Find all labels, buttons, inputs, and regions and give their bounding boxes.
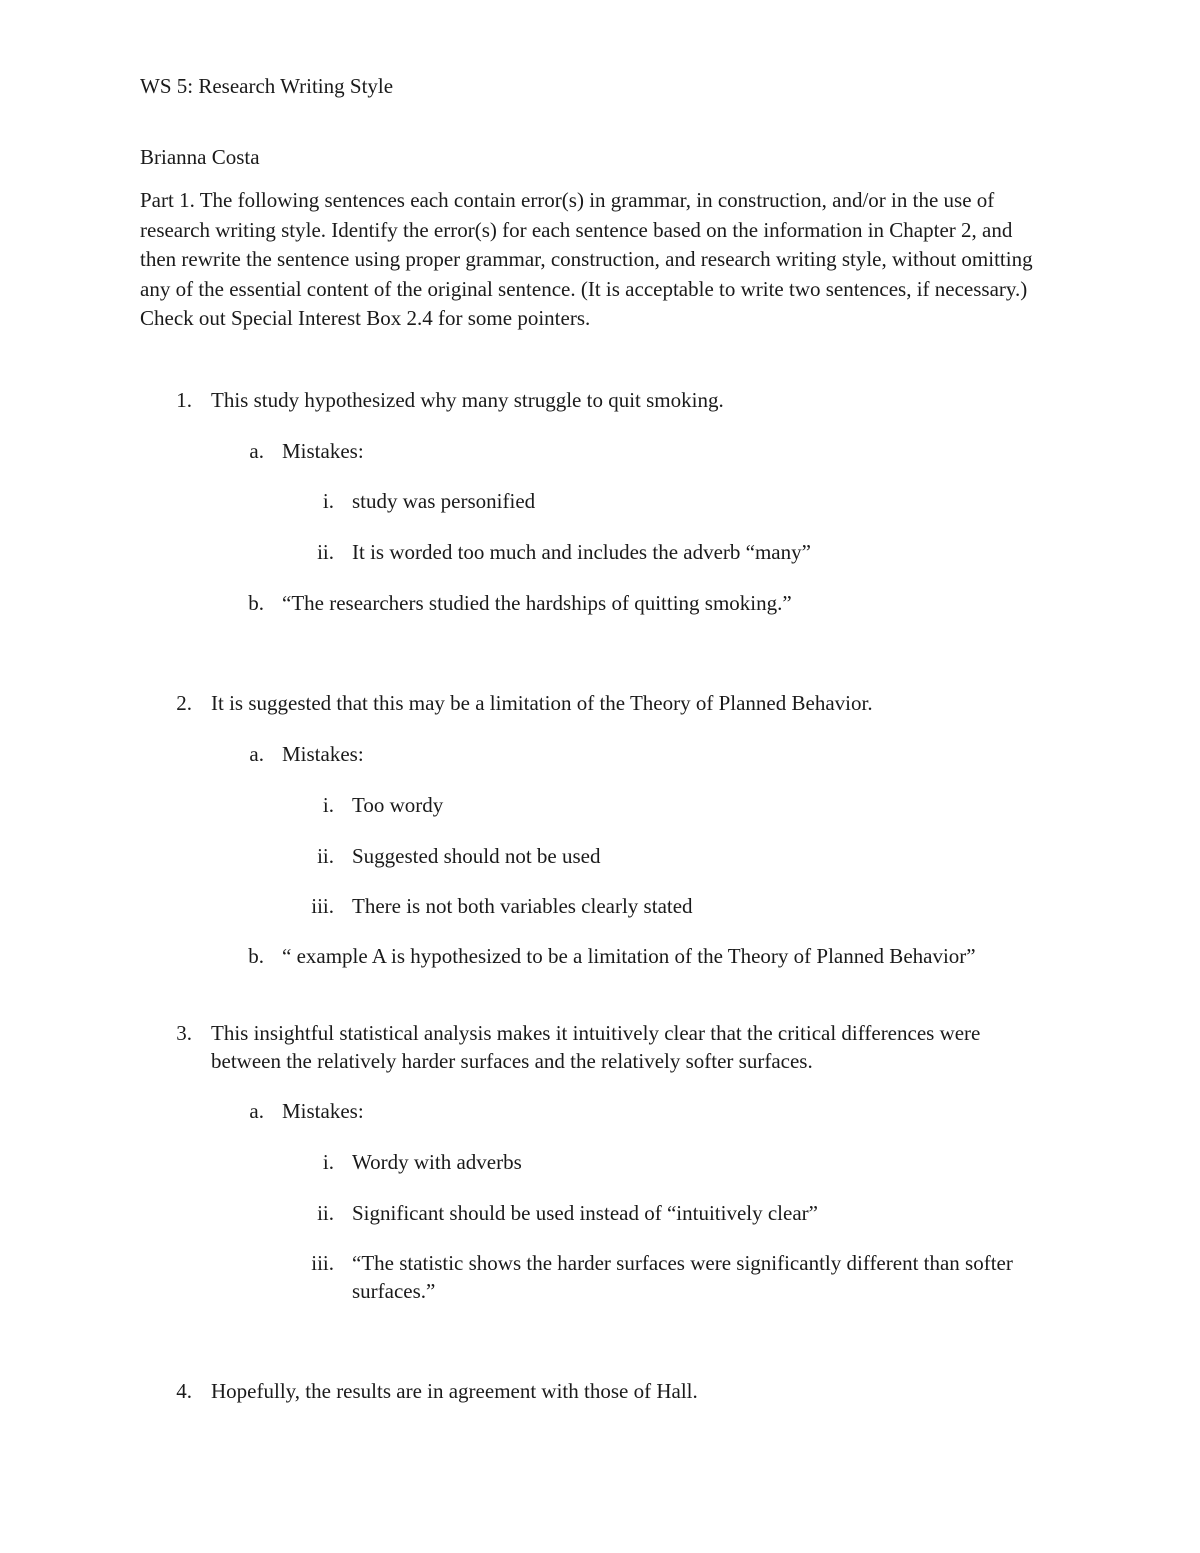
item-number: 1. [176,388,192,412]
rewrite-marker: b. [248,944,264,968]
mistake-text: “The statistic shows the harder surfaces were significantly different than softer surfaces.” [352,1251,1013,1303]
item-sentence: This study hypothesized why many struggle to quit smoking. [211,388,724,412]
rewrite-text: “ example A is hypothesized to be a limitation of the Theory of Planned Behavior” [282,944,976,968]
mistake-text: Suggested should not be used [352,844,601,868]
item-number: 3. [176,1021,192,1045]
mistakes-marker: a. [249,1099,264,1123]
item-number: 4. [176,1379,192,1403]
mistake-text: Wordy with adverbs [352,1150,522,1174]
mistake-text: Significant should be used instead of “intuitively clear” [352,1201,818,1225]
mistake-marker: iii. [311,1251,334,1275]
mistakes-label: Mistakes: [282,1099,364,1123]
author-name: Brianna Costa [140,145,260,169]
mistake-marker: i. [322,489,334,513]
mistakes-label: Mistakes: [282,742,364,766]
mistake-marker: ii. [317,1201,334,1225]
instructions-paragraph: Part 1. The following sentences each contain error(s) in grammar, in construction, and/or in the use of research writing style. Identify the error(s) for each sentence based on the information in Chapter 2, and then rewrite the sentence using proper grammar, construction, and research writing style, without omitting any of the essential content of the original sentence. (It is acceptable to write two sentences, if necessary.) Check out Special Interest Box 2.4 for some pointers. [140,188,1033,330]
mistake-marker: i. [322,1150,334,1174]
mistakes-marker: a. [249,439,264,463]
item-sentence: It is suggested that this may be a limitation of the Theory of Planned Behavior. [211,691,873,715]
mistake-text: It is worded too much and includes the adverb “many” [352,540,811,564]
mistakes-marker: a. [249,742,264,766]
mistake-marker: i. [322,793,334,817]
mistake-text: There is not both variables clearly stated [352,894,693,918]
mistake-text: study was personified [352,489,536,513]
document-title: WS 5: Research Writing Style [140,74,394,98]
mistakes-label: Mistakes: [282,439,364,463]
mistake-marker: iii. [311,894,334,918]
rewrite-marker: b. [248,591,264,615]
item-sentence: Hopefully, the results are in agreement with those of Hall. [211,1379,698,1403]
rewrite-text: “The researchers studied the hardships of quitting smoking.” [282,591,792,615]
mistake-marker: ii. [317,540,334,564]
item-number: 2. [176,691,192,715]
mistake-marker: ii. [317,844,334,868]
item-sentence: This insightful statistical analysis makes it intuitively clear that the critical differences were between the relatively harder surfaces and the relatively softer surfaces. [211,1021,981,1073]
mistake-text: Too wordy [352,793,444,817]
